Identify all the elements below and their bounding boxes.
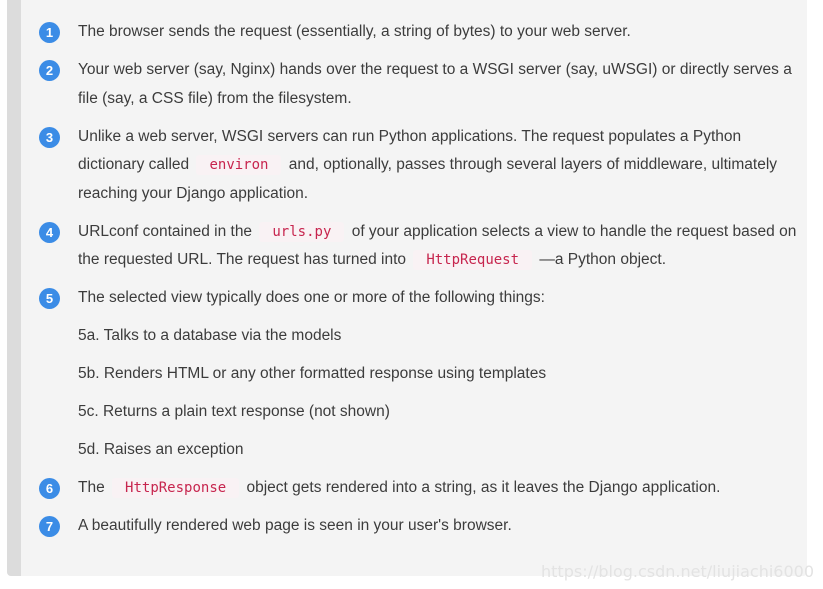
step-text: object gets rendered into a string, as it leaves the Django application. xyxy=(246,479,721,496)
sub-step-item xyxy=(39,398,797,427)
list-item xyxy=(39,284,797,313)
step-text: Unlike a web server, WSGI servers can run Python applications. The request populates a Python dictionary called xyxy=(78,127,742,173)
inline-code: environ xyxy=(196,155,281,175)
step-text: A beautifully rendered web page is seen in your user's browser. xyxy=(78,517,512,534)
watermark: https://blog.csdn.net/liujiachi6000 xyxy=(541,562,814,581)
step-number-badge: 7 xyxy=(39,516,60,537)
inline-code: urls.py xyxy=(259,222,344,242)
request-flow-list xyxy=(39,18,797,550)
inline-code: HttpRequest xyxy=(413,250,532,270)
step-number-badge: 1 xyxy=(39,22,60,43)
step-text: URLconf contained in the xyxy=(78,222,253,240)
list-item xyxy=(39,474,797,503)
step-text: The selected view typically does one or more of the following things: xyxy=(78,289,545,306)
inline-code: HttpResponse xyxy=(112,478,239,498)
sub-step-item xyxy=(39,360,797,389)
step-text: The browser sends the request (essentially, a string of bytes) to your web server. xyxy=(78,23,631,40)
step-text: Your web server (say, Nginx) hands over the request to a WSGI server (say, uWSGI) or directly serves a file (say, a CSS file) from the filesystem. xyxy=(78,61,792,107)
list-item xyxy=(39,512,797,541)
list-item xyxy=(39,123,797,209)
panel-left-bar xyxy=(7,0,21,576)
sub-step-text: 5d. Raises an exception xyxy=(78,441,244,458)
step-number-badge: 2 xyxy=(39,60,60,81)
list-item xyxy=(39,18,797,47)
step-number-badge: 4 xyxy=(39,222,60,243)
step-number-badge: 5 xyxy=(39,288,60,309)
step-text: The xyxy=(78,479,105,496)
sub-step-item xyxy=(39,322,797,351)
sub-step-text: 5a. Talks to a database via the models xyxy=(78,327,342,344)
step-number-badge: 3 xyxy=(39,127,60,148)
list-item xyxy=(39,218,797,275)
list-item xyxy=(39,56,797,113)
content-panel xyxy=(7,0,807,576)
step-number-badge: 6 xyxy=(39,478,60,499)
step-text: —a Python object. xyxy=(539,251,667,268)
step-text: and, optionally, passes through several layers of middleware, ultimately reaching your Django application. xyxy=(78,156,778,202)
sub-step-text: 5c. Returns a plain text response (not shown) xyxy=(78,403,390,420)
sub-step-item xyxy=(39,436,797,465)
step-text: of your application selects a view to handle the request based on the requested URL. The request has turned into xyxy=(78,222,797,268)
sub-step-text: 5b. Renders HTML or any other formatted response using templates xyxy=(78,365,547,382)
